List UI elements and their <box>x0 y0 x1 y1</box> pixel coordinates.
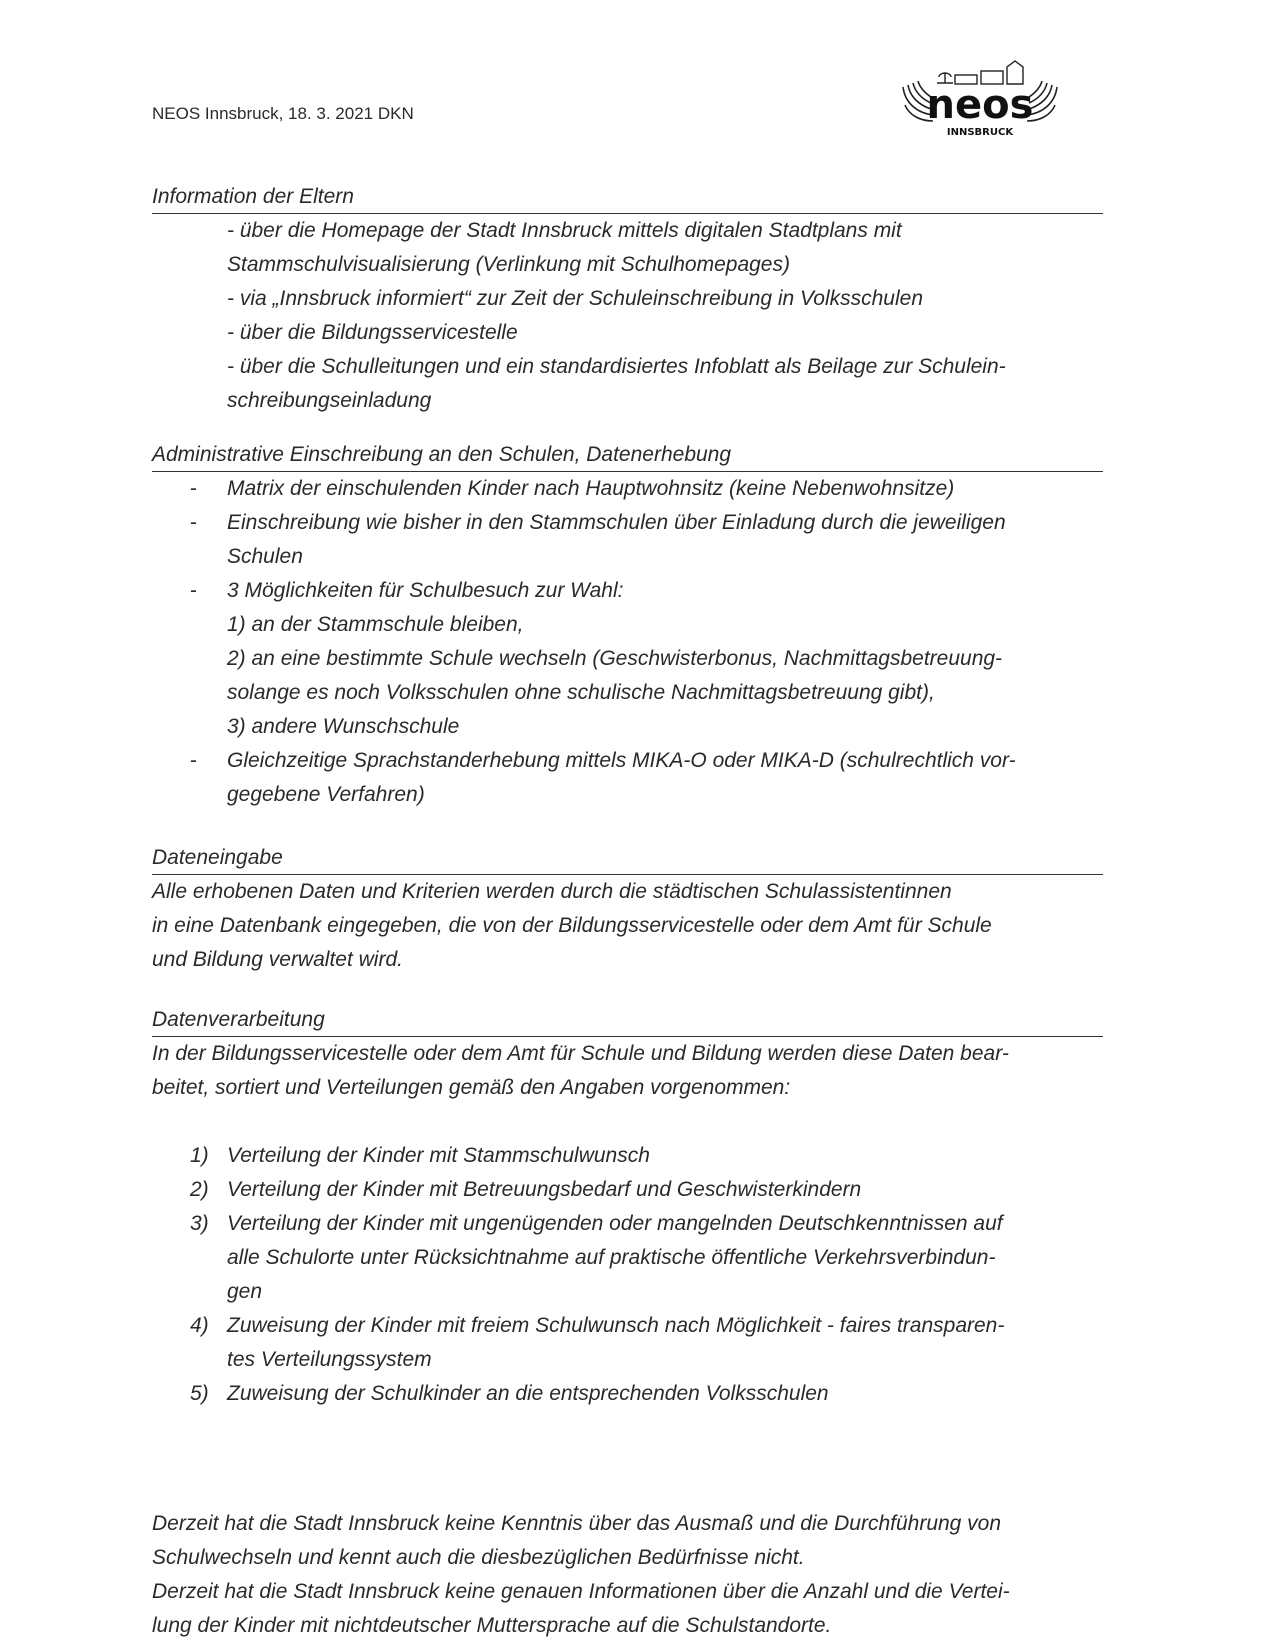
text-line: Stammschulvisualisierung (Verlinkung mit Schulhomepages) <box>227 253 790 276</box>
list-item <box>152 744 1103 812</box>
text-line: Zuweisung der Kinder mit freiem Schulwunsch nach Möglichkeit - faires transparen- <box>227 1314 1005 1337</box>
logo-wordmark: neos <box>926 82 1034 128</box>
text-line: schreibungseinladung <box>227 389 432 412</box>
numbered-item <box>152 1207 1103 1309</box>
text-line: Alle erhobenen Daten und Kriterien werden durch die städtischen Schulassistentinnen <box>152 880 952 903</box>
section-title: Datenverarbeitung <box>152 1005 1103 1037</box>
text-line: Derzeit hat die Stadt Innsbruck keine Kenntnis über das Ausmaß und die Durchführung von <box>152 1512 1002 1535</box>
item-number: 5) <box>190 1382 209 1405</box>
item-number: 1) <box>190 1144 209 1167</box>
text-line: gen <box>227 1280 263 1303</box>
section-admin <box>152 440 1103 812</box>
item-number: 3) <box>190 1212 209 1235</box>
text-line: - via „Innsbruck informiert“ zur Zeit der Schuleinschreibung in Volksschulen <box>227 287 924 310</box>
list-item <box>152 472 1103 506</box>
numbered-item <box>152 1173 1103 1207</box>
item-number: 4) <box>190 1314 209 1337</box>
text-line: Schulwechseln und kennt auch die diesbezüglichen Bedürfnisse nicht. <box>152 1546 805 1569</box>
text-line: alle Schulorte unter Rücksichtnahme auf praktische öffentliche Verkehrsverbindun- <box>227 1246 996 1269</box>
text-line: Einschreibung wie bisher in den Stammschulen über Einladung durch die jeweiligen <box>227 511 1006 534</box>
neos-logo <box>895 55 1065 145</box>
section-datenverarbeitung <box>152 1005 1103 1411</box>
numbered-item <box>152 1139 1103 1173</box>
text-line: Schulen <box>227 545 303 568</box>
section-eltern <box>152 182 1103 418</box>
closing-paragraph <box>152 1507 1103 1643</box>
document-header: NEOS Innsbruck, 18. 3. 2021 DKN <box>152 104 414 123</box>
section-title: Administrative Einschreibung an den Schulen, Datenerhebung <box>152 440 1103 472</box>
text-line: 1) an der Stammschule bleiben, <box>227 613 524 636</box>
text-line: gegebene Verfahren) <box>227 783 425 806</box>
item-number: 2) <box>190 1178 209 1201</box>
text-line: In der Bildungsservicestelle oder dem Amt für Schule und Bildung werden diese Daten bear- <box>152 1042 1009 1065</box>
numbered-item <box>152 1309 1103 1377</box>
text-line: und Bildung verwaltet wird. <box>152 948 403 971</box>
text-line: tes Verteilungssystem <box>227 1348 432 1371</box>
text-line: Matrix der einschulenden Kinder nach Hauptwohnsitz (keine Nebenwohnsitze) <box>227 477 955 500</box>
text-line: 3) andere Wunschschule <box>227 715 460 738</box>
logo-subtitle: INNSBRUCK <box>946 127 1014 138</box>
text-line: in eine Datenbank eingegeben, die von der Bildungsservicestelle oder dem Amt für Schule <box>152 914 992 937</box>
list-item <box>152 574 1103 744</box>
text-line: Derzeit hat die Stadt Innsbruck keine genauen Informationen über die Anzahl und die Vertei- <box>152 1580 1010 1603</box>
section-dateneingabe <box>152 843 1103 977</box>
list-bullet: - <box>190 511 197 534</box>
text-line: Verteilung der Kinder mit Betreuungsbedarf und Geschwisterkindern <box>227 1178 862 1201</box>
text-line: solange es noch Volksschulen ohne schulische Nachmittagsbetreuung gibt), <box>227 681 935 704</box>
text-line: Zuweisung der Schulkinder an die entsprechenden Volksschulen <box>227 1382 829 1405</box>
text-line: Verteilung der Kinder mit Stammschulwunsch <box>227 1144 650 1167</box>
text-line: 2) an eine bestimmte Schule wechseln (Geschwisterbonus, Nachmittagsbetreuung- <box>227 647 1003 670</box>
text-line: beitet, sortiert und Verteilungen gemäß den Angaben vorgenommen: <box>152 1076 791 1099</box>
section-title: Information der Eltern <box>152 182 1103 214</box>
text-line: lung der Kinder mit nichtdeutscher Muttersprache auf die Schulstandorte. <box>152 1614 832 1637</box>
section-body <box>152 214 1103 418</box>
list-bullet: - <box>190 579 197 602</box>
list-item <box>152 506 1103 574</box>
text-line: Verteilung der Kinder mit ungenügenden oder mangelnden Deutschkenntnissen auf <box>227 1212 1003 1235</box>
text-line: - über die Schulleitungen und ein standardisiertes Infoblatt als Beilage zur Schulein- <box>227 355 1006 378</box>
text-line: 3 Möglichkeiten für Schulbesuch zur Wahl: <box>227 579 624 602</box>
skyline-icon <box>937 61 1023 84</box>
list-bullet: - <box>190 749 197 772</box>
list-bullet: - <box>190 477 197 500</box>
text-line: - über die Homepage der Stadt Innsbruck mittels digitalen Stadtplans mit <box>227 219 902 242</box>
section-title: Dateneingabe <box>152 843 1103 875</box>
text-line: - über die Bildungsservicestelle <box>227 321 518 344</box>
numbered-item <box>152 1377 1103 1411</box>
text-line: Gleichzeitige Sprachstanderhebung mittels MIKA-O oder MIKA-D (schulrechtlich vor- <box>227 749 1016 772</box>
